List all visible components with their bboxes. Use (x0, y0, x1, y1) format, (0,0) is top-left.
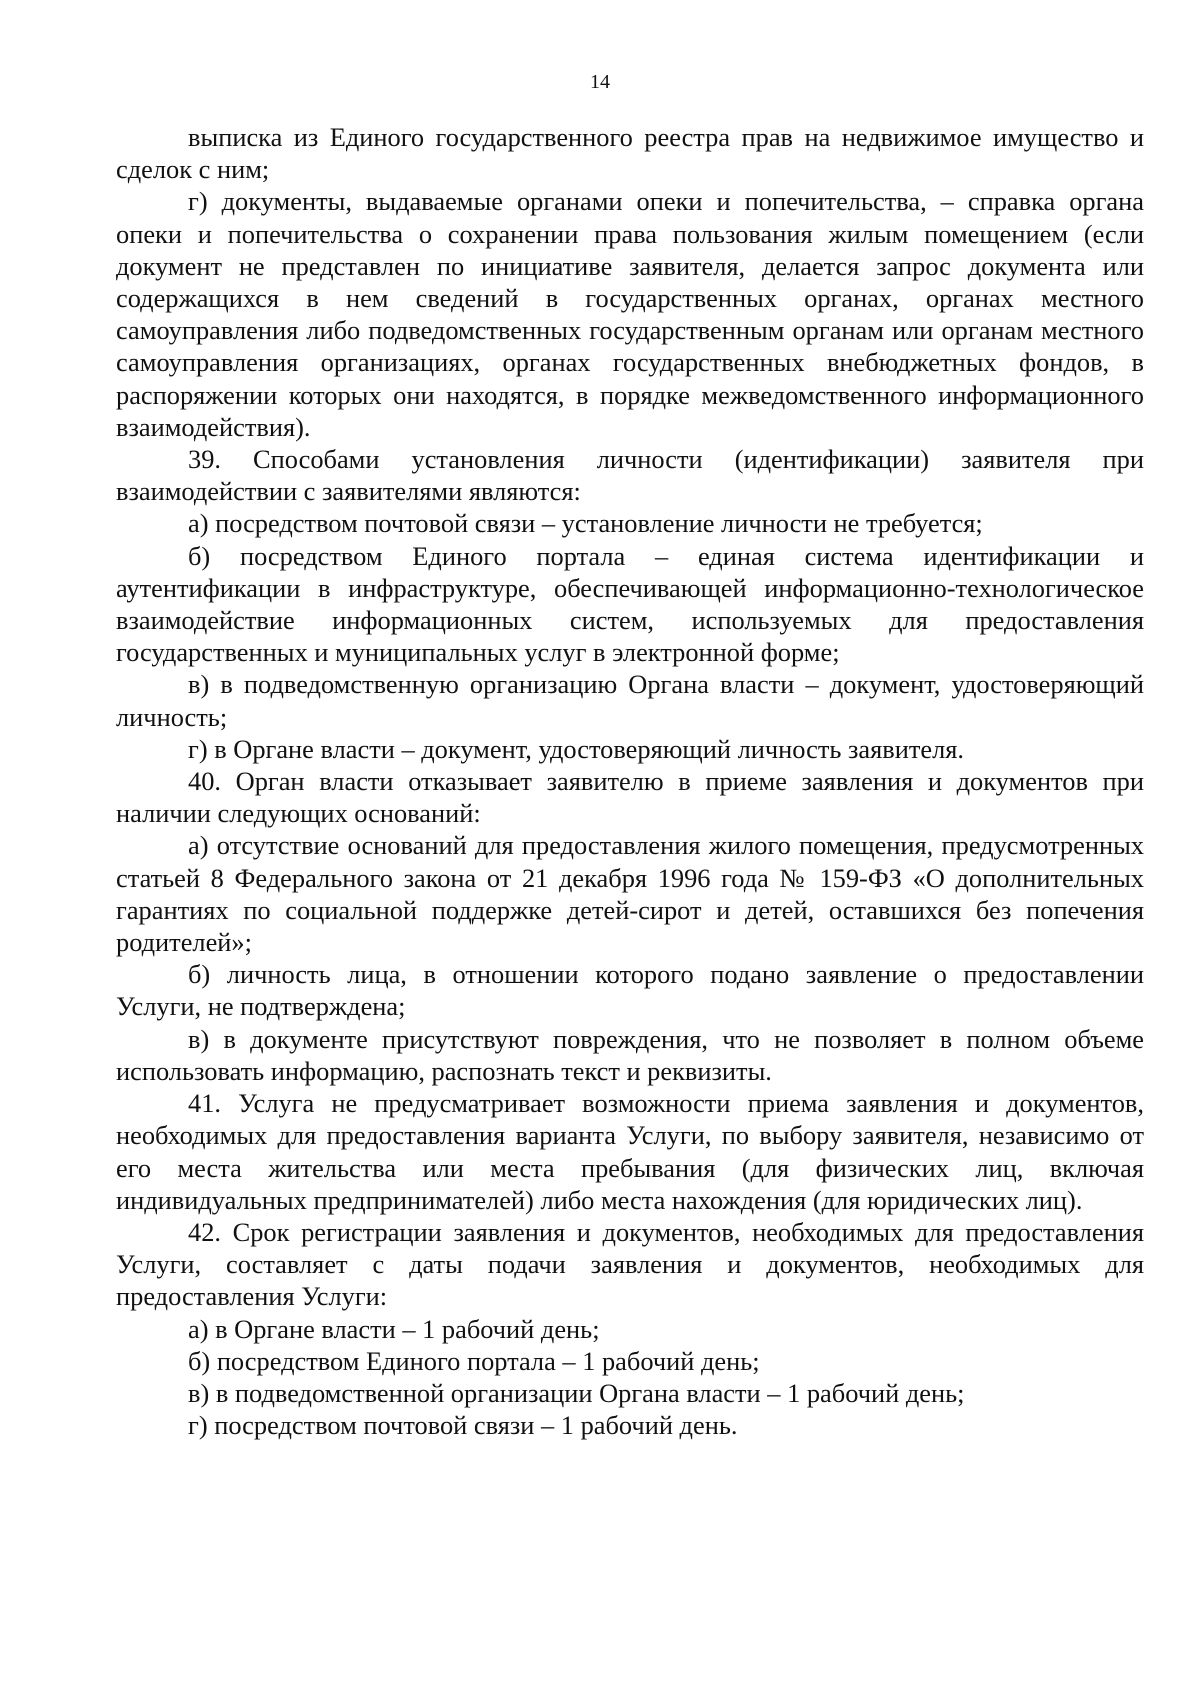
paragraph-guardianship-documents: г) документы, выдаваемые органами опеки и попечительства, – справка органа опеки и попечительства о сохранении права пользования жилым помещением (если документ не представлен по инициативе заявителя, делается запрос документа или содержащихся в нем сведений в государственных органах, органах местного самоуправления либо подведомственных государственным органам или органам местного самоуправления организациях, органах государственных внебюджетных фондов, в распоряжении которых они находятся, в порядке межведомственного информационного взаимодействия). (116, 186, 1144, 442)
paragraph-extract-registry: выписка из Единого государственного реестра прав на недвижимое имущество и сделок с ним; (116, 122, 1144, 185)
paragraph-39-identification-methods: 39. Способами установления личности (идентификации) заявителя при взаимодействии с заявителями являются: (116, 444, 1144, 507)
paragraph-40-refusal-grounds: 40. Орган власти отказывает заявителю в приеме заявления и документов при наличии следующих оснований: (116, 766, 1144, 829)
paragraph-39a-postal: а) посредством почтовой связи – установление личности не требуется; (188, 508, 983, 539)
paragraph-40a-no-grounds: а) отсутствие оснований для предоставления жилого помещения, предусмотренных статьей 8 Федерального закона от 21 декабря 1996 года № 159-ФЗ «О дополнительных гарантиях по социальной поддержке детей-сирот и детей, оставшихся без попечения родителей»; (116, 830, 1144, 958)
paragraph-41-extraterritorial: 41. Услуга не предусматривает возможности приема заявления и документов, необходимых для предоставления варианта Услуги, по выбору заявителя, независимо от его места жительства или места пребывания (для физических лиц, включая индивидуальных предпринимателей) либо места нахождения (для юридических лиц). (116, 1088, 1144, 1215)
paragraph-40c-damaged-document: в) в документе присутствуют повреждения, что не позволяет в полном объеме использовать информацию, распознать текст и реквизиты. (116, 1023, 1144, 1086)
paragraph-40b-identity-unconfirmed: б) личность лица, в отношении которого подано заявление о предоставлении Услуги, не подтверждена; (116, 959, 1144, 1022)
paragraph-39c-subordinate-org: в) в подведомственную организацию Органа власти – документ, удостоверяющий личность; (116, 669, 1144, 732)
paragraph-39d-authority: г) в Органе власти – документ, удостоверяющий личность заявителя. (188, 733, 965, 764)
page-number: 14 (590, 71, 610, 93)
document-body (116, 121, 1144, 1441)
paragraph-42b-portal: б) посредством Единого портала – 1 рабочий день; (188, 1345, 760, 1376)
paragraph-39b-portal: б) посредством Единого портала – единая система идентификации и аутентификации в инфраструктуре, обеспечивающей информационно-технологическое взаимодействие информационных систем, используемых для предоставления государственных и муниципальных услуг в электронной форме; (116, 540, 1144, 668)
paragraph-42d-postal: г) посредством почтовой связи – 1 рабочий день. (188, 1410, 738, 1441)
paragraph-42a-authority: а) в Органе власти – 1 рабочий день; (188, 1313, 600, 1344)
paragraph-42-registration-term: 42. Срок регистрации заявления и документов, необходимых для предоставления Услуги, составляет с даты подачи заявления и документов, необходимых для предоставления Услуги: (116, 1216, 1144, 1312)
paragraph-42c-subordinate-org: в) в подведомственной организации Органа власти – 1 рабочий день; (188, 1377, 965, 1408)
